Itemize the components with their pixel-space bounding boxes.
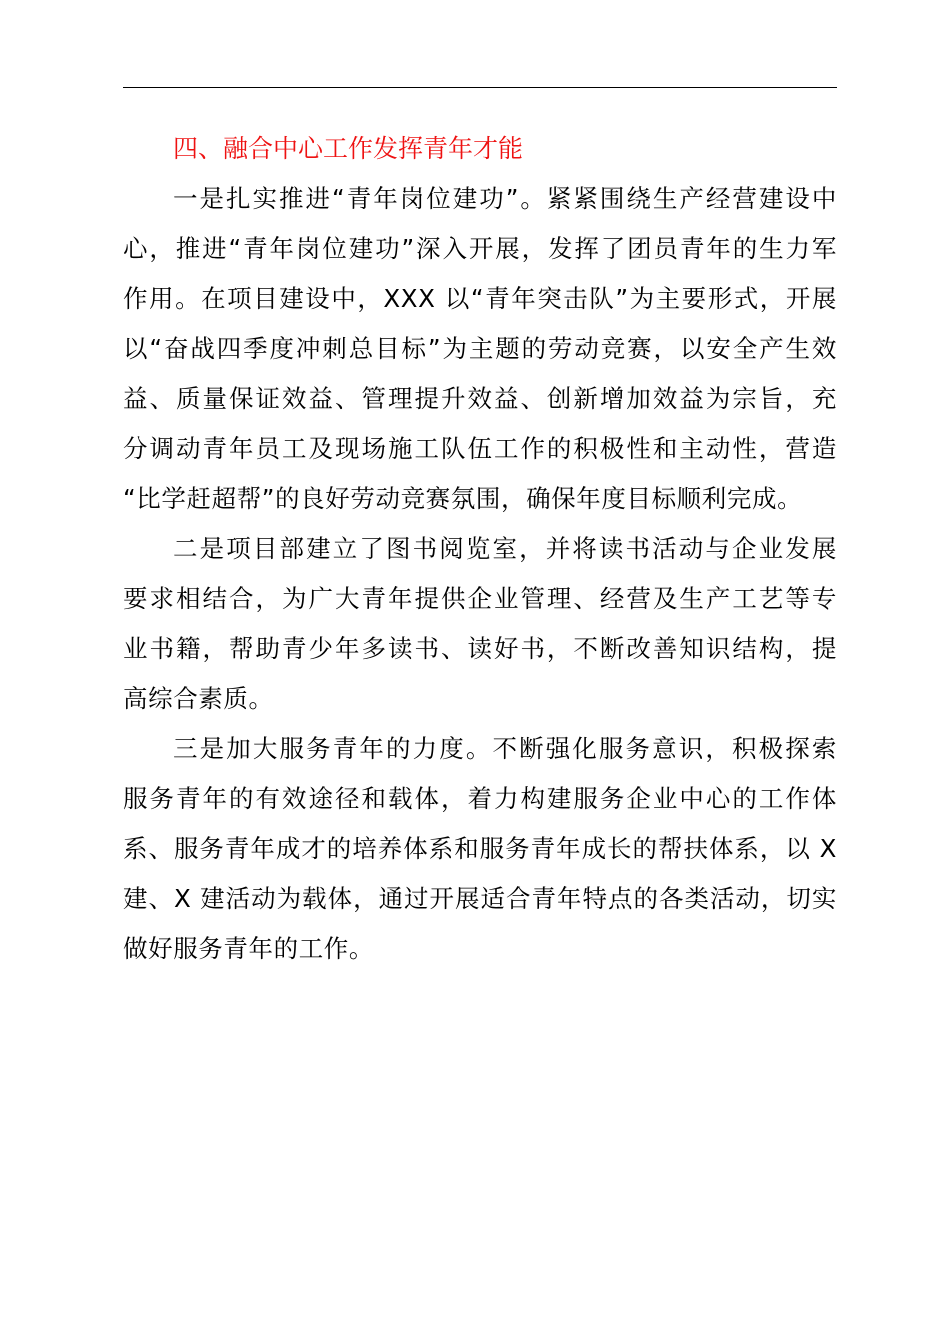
paragraph-line: 建、X 建活动为载体，通过开展适合青年特点的各类活动，切实: [123, 884, 837, 913]
paragraph-line: 业书籍，帮助青少年多读书、读好书，不断改善知识结构，提: [123, 634, 837, 663]
section-heading: 四、融合中心工作发挥青年才能: [173, 134, 524, 163]
paragraph-line: 三是加大服务青年的力度。不断强化服务意识，积极探索: [173, 734, 837, 763]
paragraph-line: 二是项目部建立了图书阅览室，并将读书活动与企业发展: [173, 534, 837, 563]
paragraph-2: [123, 524, 837, 724]
paragraph-line: 做好服务青年的工作。: [123, 934, 374, 963]
paragraph-line: 分调动青年员工及现场施工队伍工作的积极性和主动性，营造: [123, 434, 837, 463]
paragraph-3: [123, 724, 837, 974]
paragraph-line: 服务青年的有效途径和载体，着力构建服务企业中心的工作体: [123, 784, 837, 813]
paragraph-line: 作用。在项目建设中，XXX 以“青年突击队”为主要形式，开展: [123, 284, 837, 313]
paragraph-line: “比学赶超帮”的良好劳动竞赛氛围，确保年度目标顺利完成。: [123, 484, 803, 513]
paragraph-line: 以“奋战四季度冲刺总目标”为主题的劳动竞赛，以安全产生效: [123, 334, 837, 363]
paragraph-line: 高综合素质。: [123, 684, 274, 713]
paragraph-line: 一是扎实推进“青年岗位建功”。紧紧围绕生产经营建设中: [173, 184, 837, 213]
paragraph-line: 系、服务青年成才的培养体系和服务青年成长的帮扶体系，以 X: [123, 834, 837, 863]
paragraph-line: 要求相结合，为广大青年提供企业管理、经营及生产工艺等专: [123, 584, 837, 613]
paragraph-line: 心，推进“青年岗位建功”深入开展，发挥了团员青年的生力军: [123, 234, 837, 263]
paragraph-line: 益、质量保证效益、管理提升效益、创新增加效益为宗旨，充: [123, 384, 837, 413]
paragraph-1: [123, 174, 837, 524]
document-body: [123, 124, 837, 974]
header-rule: [123, 87, 837, 88]
